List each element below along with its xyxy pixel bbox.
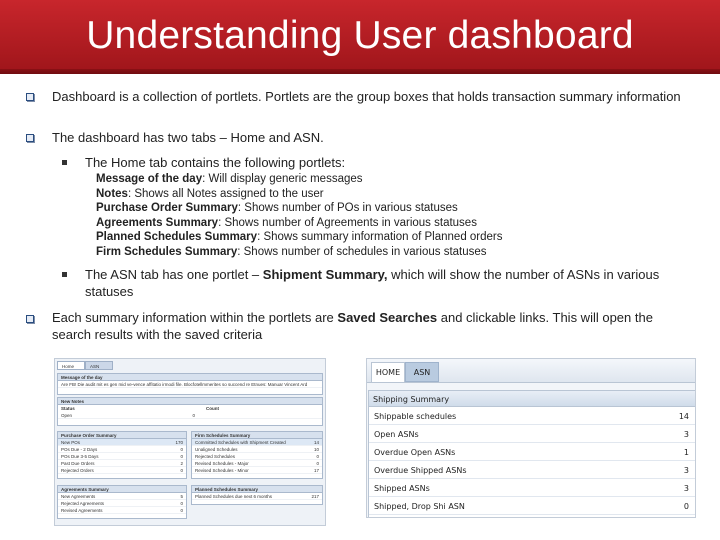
portlet-item-agreements: Agreements Summary: Shows number of Agreements in various statuses xyxy=(96,216,477,229)
table-row[interactable]: Revised Agreements 0 xyxy=(58,507,186,514)
home-dashboard-screenshot xyxy=(54,358,326,526)
portlet-header: Shipping Summary xyxy=(369,391,695,407)
message-portlet xyxy=(57,373,323,395)
table-row[interactable]: Overdue Open ASNs 1 xyxy=(369,444,695,461)
table-row[interactable]: Revised Schedules - Minor 17 xyxy=(192,467,322,474)
table-row[interactable]: Shipped ASNs 3 xyxy=(369,480,695,497)
table-row[interactable]: Overdue Shipped ASNs 3 xyxy=(369,462,695,479)
tab-home[interactable]: HOME xyxy=(371,362,405,382)
firm-schedules-portlet xyxy=(191,431,323,479)
table-row[interactable]: Revised Schedules - Major 0 xyxy=(192,460,322,467)
portlet-item-notes: Notes: Shows all Notes assigned to the user xyxy=(96,187,324,200)
planned-schedules-portlet xyxy=(191,485,323,505)
slide-title: Understanding User dashboard xyxy=(86,14,634,57)
agreements-portlet xyxy=(57,485,187,519)
portlet-header: Planned Schedules Summary xyxy=(192,486,322,493)
table-row[interactable]: Rejected Schedules 0 xyxy=(192,453,322,460)
sub-bullet-icon xyxy=(62,160,67,165)
table-row[interactable]: Planned Schedules due next 6 months 217 xyxy=(192,493,322,500)
bullet-square-icon xyxy=(26,315,34,323)
table-row[interactable]: Past Due Orders 2 xyxy=(58,460,186,467)
portlet-header: New Notes xyxy=(58,398,322,405)
tab-home[interactable]: Home xyxy=(57,361,85,370)
table-row[interactable]: Committed Schedules with Shipment Created 14 xyxy=(192,439,322,446)
tab-asn[interactable]: ASN xyxy=(405,362,439,382)
table-row[interactable]: Unaligned Schedules 10 xyxy=(192,446,322,453)
portlet-header: Agreements Summary xyxy=(58,486,186,493)
table-row[interactable]: Shippable schedules 14 xyxy=(369,408,695,425)
bullet-dashboard-definition: Dashboard is a collection of portlets. Portlets are the group boxes that holds transaction summary information xyxy=(52,89,681,104)
table-row[interactable]: Open ASNs 3 xyxy=(369,426,695,443)
portlet-item-planned: Planned Schedules Summary: Shows summary information of Planned orders xyxy=(96,231,503,243)
notes-portlet xyxy=(57,397,323,426)
table-row[interactable]: Open 0 xyxy=(58,412,322,419)
message-text: Are FB! Die audit mit es gen mid ve-vence affitatio irmodi file. Blocfotellmmerites so succend re Etnues: Manuar Vincent Ard xyxy=(58,381,322,388)
portlet-header: Purchase Order Summary xyxy=(58,432,186,439)
notes-columns: Status Count xyxy=(61,406,219,411)
table-row[interactable]: Rejected Agreements 0 xyxy=(58,500,186,507)
portlet-header: Firm Schedules Summary xyxy=(192,432,322,439)
bullet-saved-searches: Each summary information within the portlets are Saved Searches and clickable links. This will open the search results with the saved criteria xyxy=(52,310,653,342)
title-bar xyxy=(0,0,720,74)
po-summary-portlet xyxy=(57,431,187,479)
bullet-square-icon xyxy=(26,93,34,101)
table-row[interactable]: New POs 170 xyxy=(58,439,186,446)
shipping-tabs xyxy=(367,359,696,383)
sub-bullet-home-tab: The Home tab contains the following portlets: xyxy=(85,155,346,170)
portlet-item-message: Message of the day: Will display generic messages xyxy=(96,173,363,185)
sub-bullet-asn-tab: The ASN tab has one portlet – Shipment Summary, which will show the number of ASNs in various statuses xyxy=(85,267,660,299)
title-underline xyxy=(0,69,720,74)
portlet-header: Message of the day xyxy=(58,374,322,381)
table-row[interactable]: POs Due - 2 Days 0 xyxy=(58,446,186,453)
bullet-dashboard-tabs: The dashboard has two tabs – Home and ASN. xyxy=(52,130,324,145)
asn-tab-screenshot xyxy=(366,358,696,518)
table-row[interactable]: Shipped, Drop Shi ASN 0 xyxy=(369,498,695,515)
dashboard-tabs xyxy=(57,361,113,370)
table-row[interactable]: Rejected Orders 0 xyxy=(58,467,186,474)
table-row[interactable]: POs Due 3-5 Days 0 xyxy=(58,453,186,460)
portlet-item-po-summary: Purchase Order Summary: Shows number of POs in various statuses xyxy=(96,202,458,214)
tab-asn[interactable]: ASN xyxy=(85,361,113,370)
bullet-square-icon xyxy=(26,134,34,142)
shipping-summary-portlet xyxy=(368,390,696,518)
sub-bullet-icon xyxy=(62,272,67,277)
portlet-list xyxy=(96,172,696,259)
table-row[interactable]: New Agreements 5 xyxy=(58,493,186,500)
portlet-item-firm: Firm Schedules Summary: Shows number of schedules in various statuses xyxy=(96,245,487,258)
